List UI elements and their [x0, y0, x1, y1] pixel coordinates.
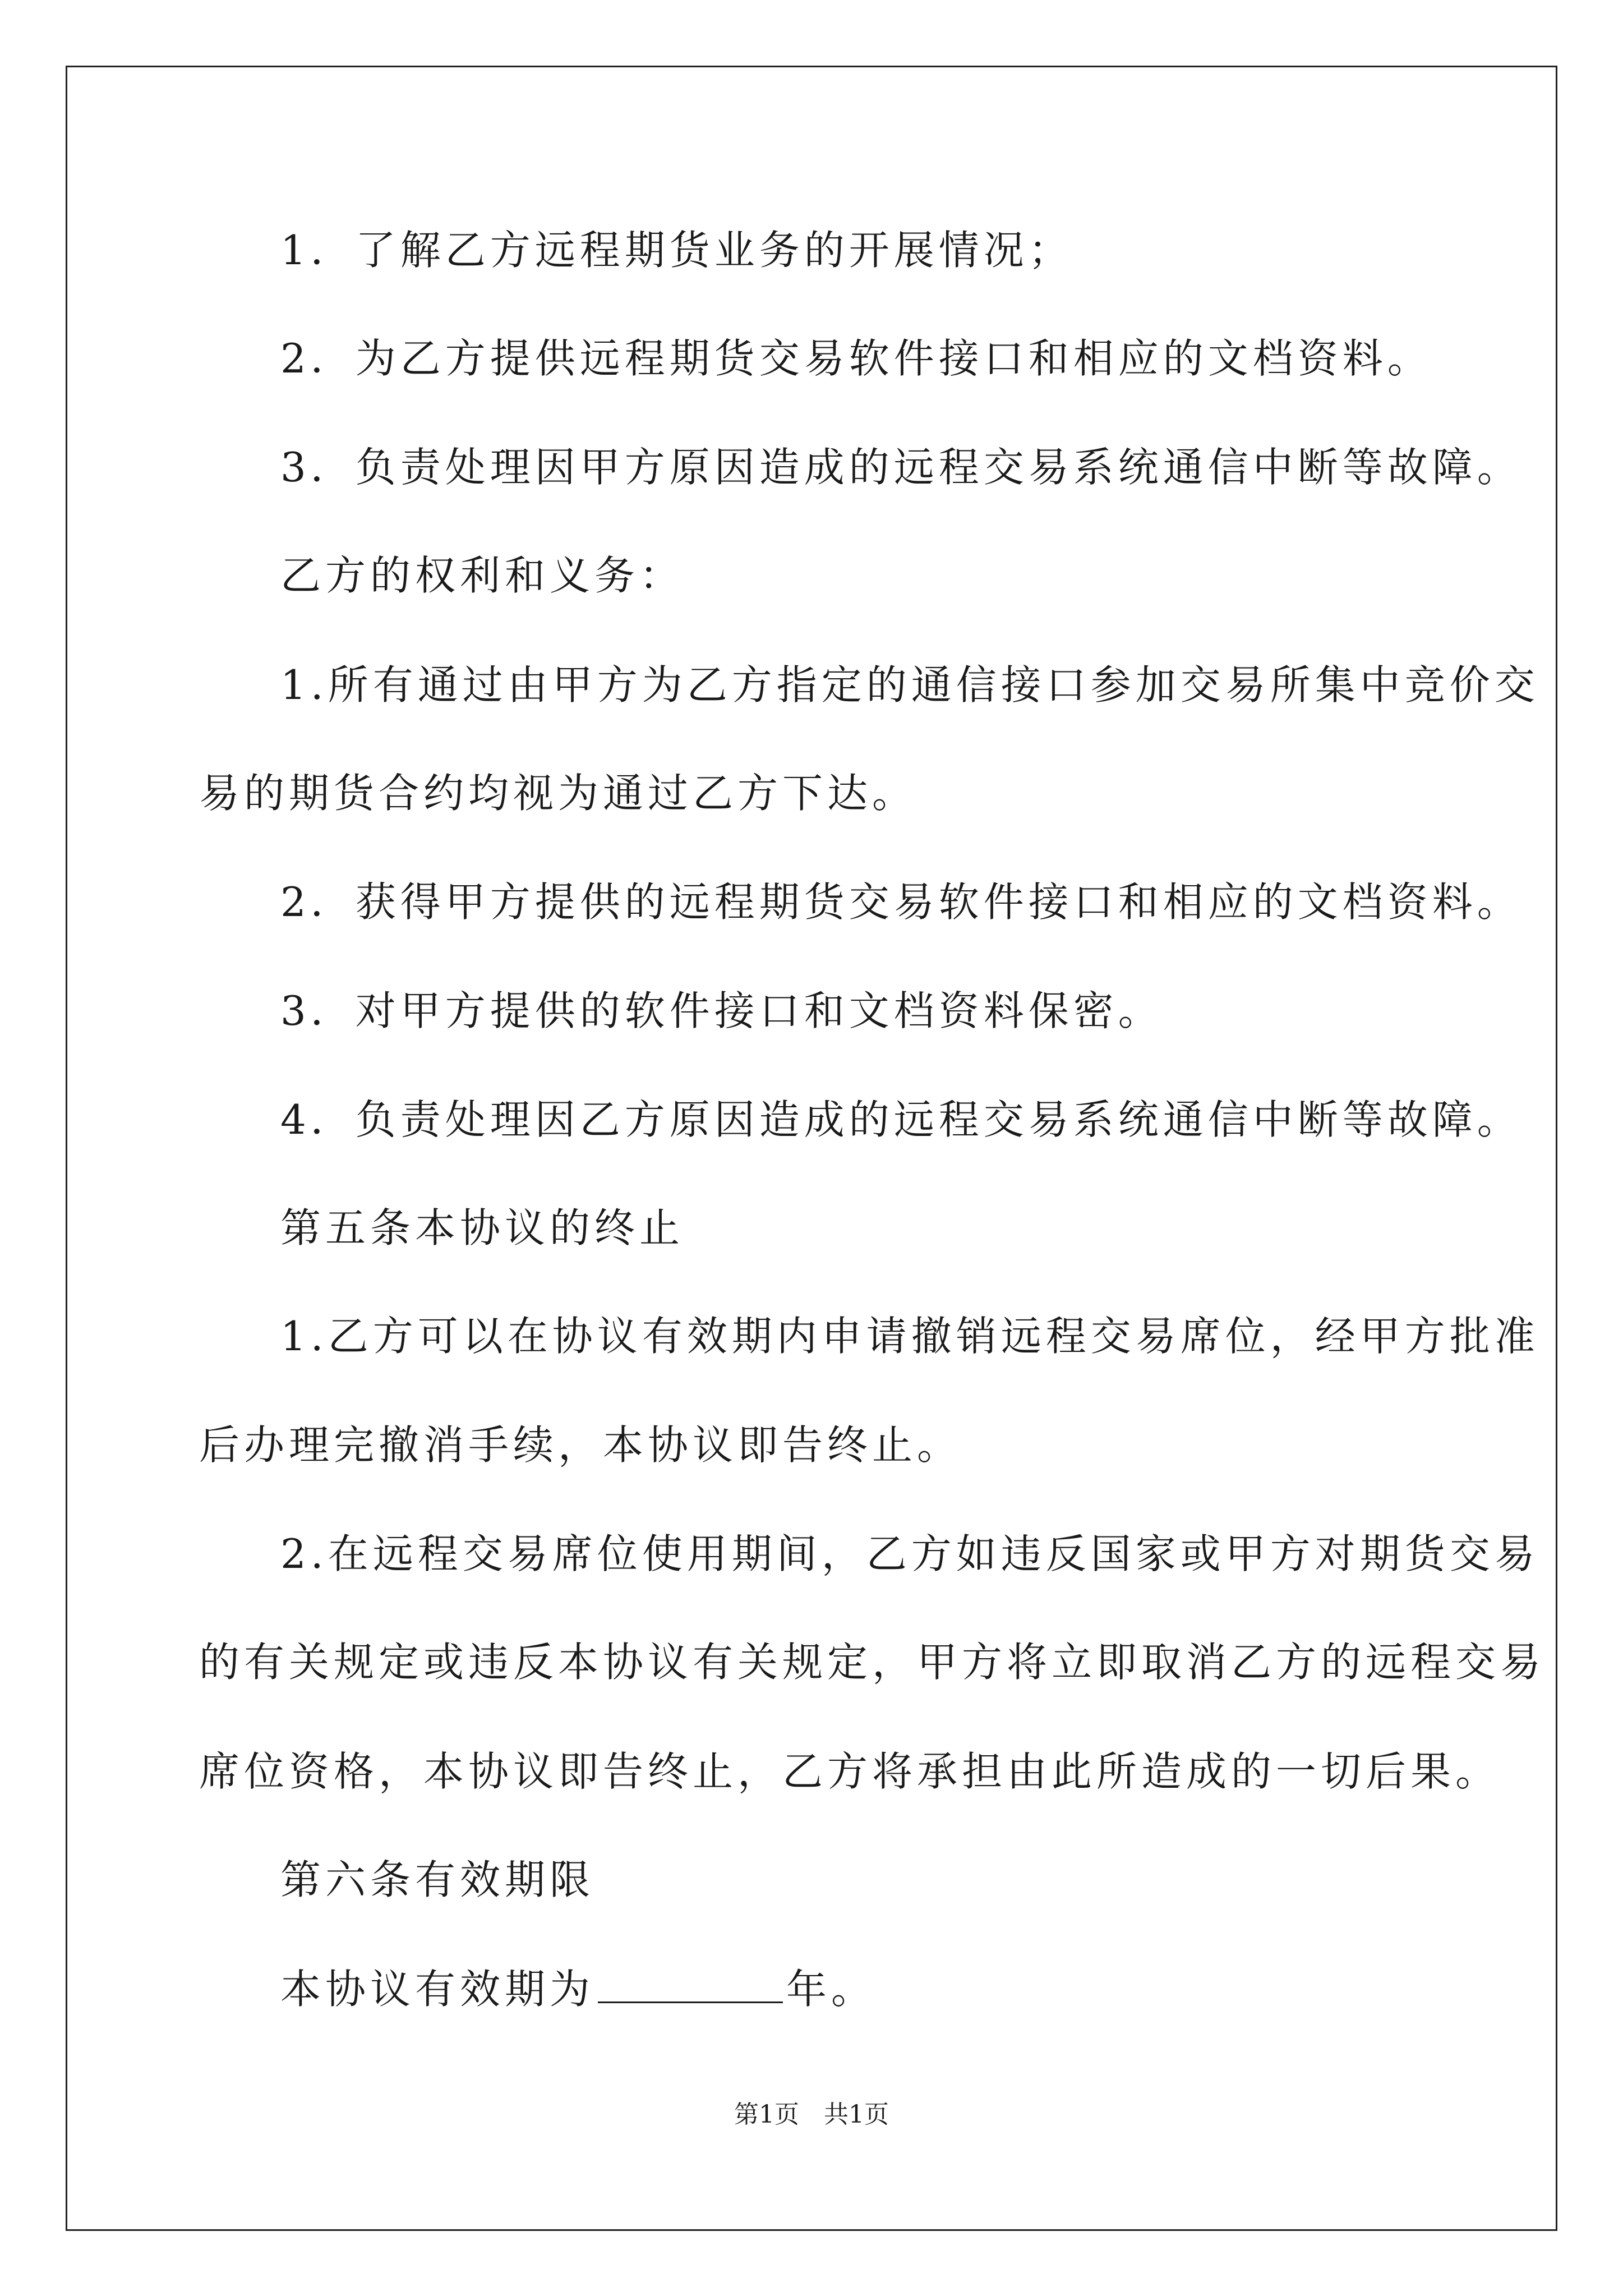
paragraph: 4．负责处理因乙方原因造成的远程交易系统通信中断等故障。	[280, 1096, 1522, 1143]
paragraph: 2．为乙方提供远程期货交易软件接口和相应的文档资料。	[280, 335, 1432, 382]
paragraph-continuation: 的有关规定或违反本协议有关规定，甲方将立即取消乙方的远程交易	[199, 1639, 1546, 1686]
section-heading: 第五条本协议的终止	[280, 1204, 685, 1251]
page-border	[66, 66, 1557, 2231]
page-footer: 第1页 共1页	[734, 2100, 889, 2129]
paragraph: 1.乙方可以在协议有效期内申请撤销远程交易席位，经甲方批准	[280, 1313, 1539, 1360]
paragraph: 3．对甲方提供的软件接口和文档资料保密。	[280, 987, 1163, 1034]
paragraph-continuation: 易的期货合约均视为通过乙方下达。	[199, 770, 917, 817]
validity-line	[280, 1966, 877, 2013]
validity-blank	[598, 1968, 783, 2003]
paragraph: 1.所有通过由甲方为乙方指定的通信接口参加交易所集中竞价交	[280, 661, 1539, 708]
paragraph-continuation: 席位资格，本协议即告终止，乙方将承担由此所造成的一切后果。	[199, 1748, 1501, 1795]
paragraph-continuation: 后办理完撤消手续，本协议即告终止。	[199, 1421, 962, 1469]
validity-suffix: 年。	[786, 1966, 877, 2013]
paragraph: 2．获得甲方提供的远程期货交易软件接口和相应的文档资料。	[280, 878, 1522, 926]
validity-prefix: 本协议有效期为	[280, 1966, 595, 2013]
section-heading: 乙方的权利和义务：	[280, 552, 685, 599]
paragraph: 1．了解乙方远程期货业务的开展情况；	[280, 227, 1073, 274]
paragraph: 2.在远程交易席位使用期间，乙方如违反国家或甲方对期货交易	[280, 1530, 1539, 1577]
paragraph: 3．负责处理因甲方原因造成的远程交易系统通信中断等故障。	[280, 444, 1522, 491]
section-heading: 第六条有效期限	[280, 1856, 595, 1903]
